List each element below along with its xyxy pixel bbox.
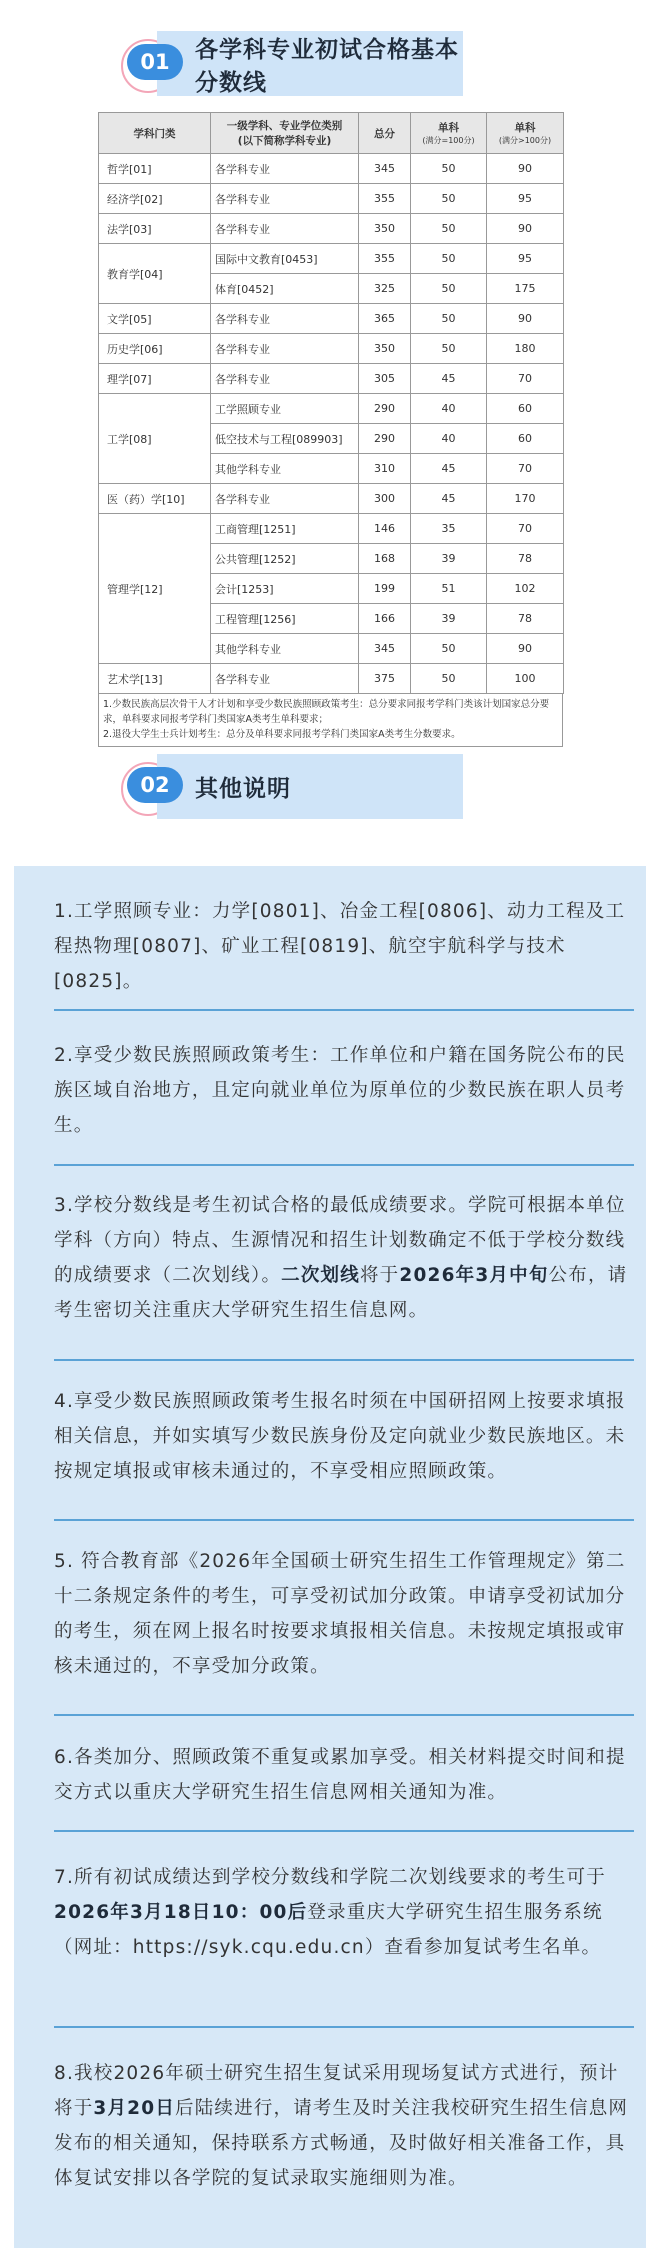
cell-discipline: 理学[07] xyxy=(99,364,211,394)
cell-single-over100: 70 xyxy=(487,364,564,394)
cell-category: 各学科专业 xyxy=(211,484,359,514)
section-number-badge: 01 xyxy=(127,44,183,80)
cell-single-100: 51 xyxy=(411,574,487,604)
cell-single-over100: 90 xyxy=(487,214,564,244)
cell-single-over100: 102 xyxy=(487,574,564,604)
note-item-7-bold-time: 2026年3月18日10：00后 xyxy=(54,1902,308,1923)
cell-discipline: 医（药）学[10] xyxy=(99,484,211,514)
header-single-100 xyxy=(411,113,487,154)
cell-single-100: 39 xyxy=(411,604,487,634)
header-discipline: 学科门类 xyxy=(99,113,211,154)
note-item-7-text: 7.所有初试成绩达到学校分数线和学院二次划线要求的考生可于 xyxy=(54,1867,606,1888)
header-category-line2: (以下简称学科专业) xyxy=(237,135,332,147)
cell-category: 工商管理[1251] xyxy=(211,514,359,544)
section-title: 各学科专业初试合格基本分数线 xyxy=(195,36,459,96)
header-category xyxy=(211,113,359,154)
cell-category: 各学科专业 xyxy=(211,214,359,244)
cell-total: 345 xyxy=(359,154,411,184)
cell-single-100: 45 xyxy=(411,454,487,484)
cell-single-100: 50 xyxy=(411,664,487,694)
section-header-2 xyxy=(140,754,463,819)
note-item-2: 2.享受少数民族照顾政策考生：工作单位和户籍在国务院公布的民族区域自治地方，且定向就业单位为原单位的少数民族在职人员考生。 xyxy=(54,1045,626,1136)
cell-category: 其他学科专业 xyxy=(211,634,359,664)
table-row xyxy=(99,334,564,364)
cell-total: 325 xyxy=(359,274,411,304)
cell-single-over100: 78 xyxy=(487,604,564,634)
cell-single-over100: 90 xyxy=(487,154,564,184)
cell-category: 会计[1253] xyxy=(211,574,359,604)
header-single-over100-sub: (满分>100分) xyxy=(498,136,552,145)
cell-discipline: 经济学[02] xyxy=(99,184,211,214)
cell-total: 345 xyxy=(359,634,411,664)
section-number-badge: 02 xyxy=(127,767,183,803)
cell-single-over100: 60 xyxy=(487,424,564,454)
cell-discipline: 艺术学[13] xyxy=(99,664,211,694)
cell-single-100: 50 xyxy=(411,154,487,184)
cell-single-over100: 95 xyxy=(487,244,564,274)
note-divider xyxy=(54,1830,634,1832)
cell-single-over100: 175 xyxy=(487,274,564,304)
cell-single-over100: 100 xyxy=(487,664,564,694)
cell-category: 工学照顾专业 xyxy=(211,394,359,424)
header-single-100-label: 单科 xyxy=(438,122,459,134)
note-item-3-bold: 二次划线 xyxy=(281,1265,360,1286)
table-header-row xyxy=(99,113,564,154)
note-divider xyxy=(54,1164,634,1166)
note-divider xyxy=(54,1714,634,1716)
header-single-over100 xyxy=(487,113,564,154)
cell-total: 305 xyxy=(359,364,411,394)
note-item-7-tail: 登录重庆大学研究生招生服务系统（网址：https://syk.cqu.edu.cn）查看参加复试考生名单。 xyxy=(54,1902,603,1958)
table-note xyxy=(98,694,563,747)
note-item-8 xyxy=(54,2056,634,2196)
table-row xyxy=(99,664,564,694)
note-divider xyxy=(54,1519,634,1521)
table-row xyxy=(99,214,564,244)
cell-discipline: 历史学[06] xyxy=(99,334,211,364)
cell-single-100: 39 xyxy=(411,544,487,574)
note-divider xyxy=(54,1009,634,1011)
cell-total: 355 xyxy=(359,184,411,214)
table-row xyxy=(99,514,564,544)
cell-total: 350 xyxy=(359,334,411,364)
cell-discipline: 哲学[01] xyxy=(99,154,211,184)
cell-single-100: 50 xyxy=(411,334,487,364)
cell-single-100: 50 xyxy=(411,184,487,214)
cell-category: 低空技术与工程[089903] xyxy=(211,424,359,454)
notes-panel xyxy=(14,866,646,2248)
note-item-8-tail: 后陆续进行，请考生及时关注我校研究生招生信息网发布的相关通知，保持联系方式畅通，及时做好相关准备工作，具体复试安排以各学院的复试录取实施细则为准。 xyxy=(54,2098,629,2189)
cell-total: 290 xyxy=(359,394,411,424)
cell-single-over100: 90 xyxy=(487,634,564,664)
cell-single-100: 35 xyxy=(411,514,487,544)
cell-total: 300 xyxy=(359,484,411,514)
table-row xyxy=(99,154,564,184)
cell-total: 166 xyxy=(359,604,411,634)
table-note-1: 1.少数民族高层次骨干人才计划和享受少数民族照顾政策考生：总分要求同报考学科门类该计划国家总分要求，单科要求同报考学科门类国家A类考生单科要求； xyxy=(103,699,550,725)
note-item-8-bold-date: 3月20日 xyxy=(93,2098,176,2119)
cell-discipline: 管理学[12] xyxy=(99,514,211,664)
cell-single-100: 50 xyxy=(411,214,487,244)
cell-single-100: 50 xyxy=(411,274,487,304)
score-table xyxy=(98,112,564,694)
table-row xyxy=(99,484,564,514)
header-category-line1: 一级学科、专业学位类别 xyxy=(226,120,343,132)
section-header-1 xyxy=(140,31,463,96)
cell-category: 公共管理[1252] xyxy=(211,544,359,574)
note-item-6: 6.各类加分、照顾政策不重复或累加享受。相关材料提交时间和提交方式以重庆大学研究生招生信息网相关通知为准。 xyxy=(54,1747,626,1803)
cell-single-100: 50 xyxy=(411,304,487,334)
cell-total: 375 xyxy=(359,664,411,694)
cell-discipline: 法学[03] xyxy=(99,214,211,244)
cell-category: 各学科专业 xyxy=(211,364,359,394)
section-title: 其他说明 xyxy=(195,776,291,802)
cell-category: 各学科专业 xyxy=(211,664,359,694)
cell-discipline: 教育学[04] xyxy=(99,244,211,304)
cell-single-over100: 95 xyxy=(487,184,564,214)
note-item-8-text: 8.我校2026年硕士研究生招生复试采用现场复试方式进行，预计将于 xyxy=(54,2063,619,2119)
cell-single-100: 40 xyxy=(411,424,487,454)
note-item-5: 5. 符合教育部《2026年全国硕士研究生招生工作管理规定》第二十二条规定条件的考生，可享受初试加分政策。申请享受初试加分的考生，须在网上报名时按要求填报相关信息。未按规定填报或审核未通过的，不享受加分政策。 xyxy=(54,1551,626,1677)
table-row xyxy=(99,184,564,214)
cell-category: 工程管理[1256] xyxy=(211,604,359,634)
note-item-3-text: 3.学校分数线是考生初试合格的最低成绩要求。学院可根据本单位学科（方向）特点、生源情况和招生计划数确定不低于学校分数线的成绩要求（二次划线）。 xyxy=(54,1195,626,1286)
cell-total: 290 xyxy=(359,424,411,454)
cell-discipline: 文学[05] xyxy=(99,304,211,334)
cell-single-100: 45 xyxy=(411,484,487,514)
table-row xyxy=(99,304,564,334)
cell-single-over100: 60 xyxy=(487,394,564,424)
table-row xyxy=(99,394,564,424)
cell-total: 146 xyxy=(359,514,411,544)
cell-category: 各学科专业 xyxy=(211,184,359,214)
score-table-container xyxy=(98,112,563,747)
cell-total: 199 xyxy=(359,574,411,604)
header-single-100-sub: (满分=100分) xyxy=(422,136,475,145)
cell-single-over100: 70 xyxy=(487,514,564,544)
header-single-over100-label: 单科 xyxy=(514,122,536,134)
cell-single-over100: 70 xyxy=(487,454,564,484)
cell-single-100: 50 xyxy=(411,244,487,274)
note-item-3 xyxy=(54,1188,634,1328)
cell-category: 其他学科专业 xyxy=(211,454,359,484)
table-row xyxy=(99,244,564,274)
cell-category: 国际中文教育[0453] xyxy=(211,244,359,274)
cell-single-100: 50 xyxy=(411,634,487,664)
cell-single-over100: 170 xyxy=(487,484,564,514)
note-divider xyxy=(54,2026,634,2028)
table-note-2: 2.退役大学生士兵计划考生：总分及单科要求同报考学科门类国家A类考生分数要求。 xyxy=(103,729,461,740)
cell-single-over100: 78 xyxy=(487,544,564,574)
cell-total: 168 xyxy=(359,544,411,574)
cell-total: 365 xyxy=(359,304,411,334)
note-divider xyxy=(54,1359,634,1361)
cell-total: 355 xyxy=(359,244,411,274)
note-item-7 xyxy=(54,1860,634,1965)
note-item-4: 4.享受少数民族照顾政策考生报名时须在中国研招网上按要求填报相关信息，并如实填写少数民族身份及定向就业少数民族地区。未按规定填报或审核未通过的，不享受相应照顾政策。 xyxy=(54,1391,626,1482)
cell-single-100: 45 xyxy=(411,364,487,394)
header-total: 总分 xyxy=(359,113,411,154)
cell-total: 310 xyxy=(359,454,411,484)
note-item-3-mid: 将于 xyxy=(359,1265,400,1286)
cell-discipline: 工学[08] xyxy=(99,394,211,484)
note-item-3-bold-date: 2026年3月中旬 xyxy=(399,1265,549,1286)
cell-category: 各学科专业 xyxy=(211,304,359,334)
note-item-3-tail: 公布，请考生密切关注重庆大学研究生招生信息网。 xyxy=(54,1265,628,1321)
cell-single-over100: 90 xyxy=(487,304,564,334)
table-row xyxy=(99,364,564,394)
cell-category: 各学科专业 xyxy=(211,334,359,364)
cell-single-over100: 180 xyxy=(487,334,564,364)
cell-total: 350 xyxy=(359,214,411,244)
note-item-1: 1.工学照顾专业：力学[0801]、冶金工程[0806]、动力工程及工程热物理[0807]、矿业工程[0819]、航空宇航科学与技术[0825]。 xyxy=(54,901,626,992)
cell-single-100: 40 xyxy=(411,394,487,424)
cell-category: 各学科专业 xyxy=(211,154,359,184)
cell-category: 体育[0452] xyxy=(211,274,359,304)
